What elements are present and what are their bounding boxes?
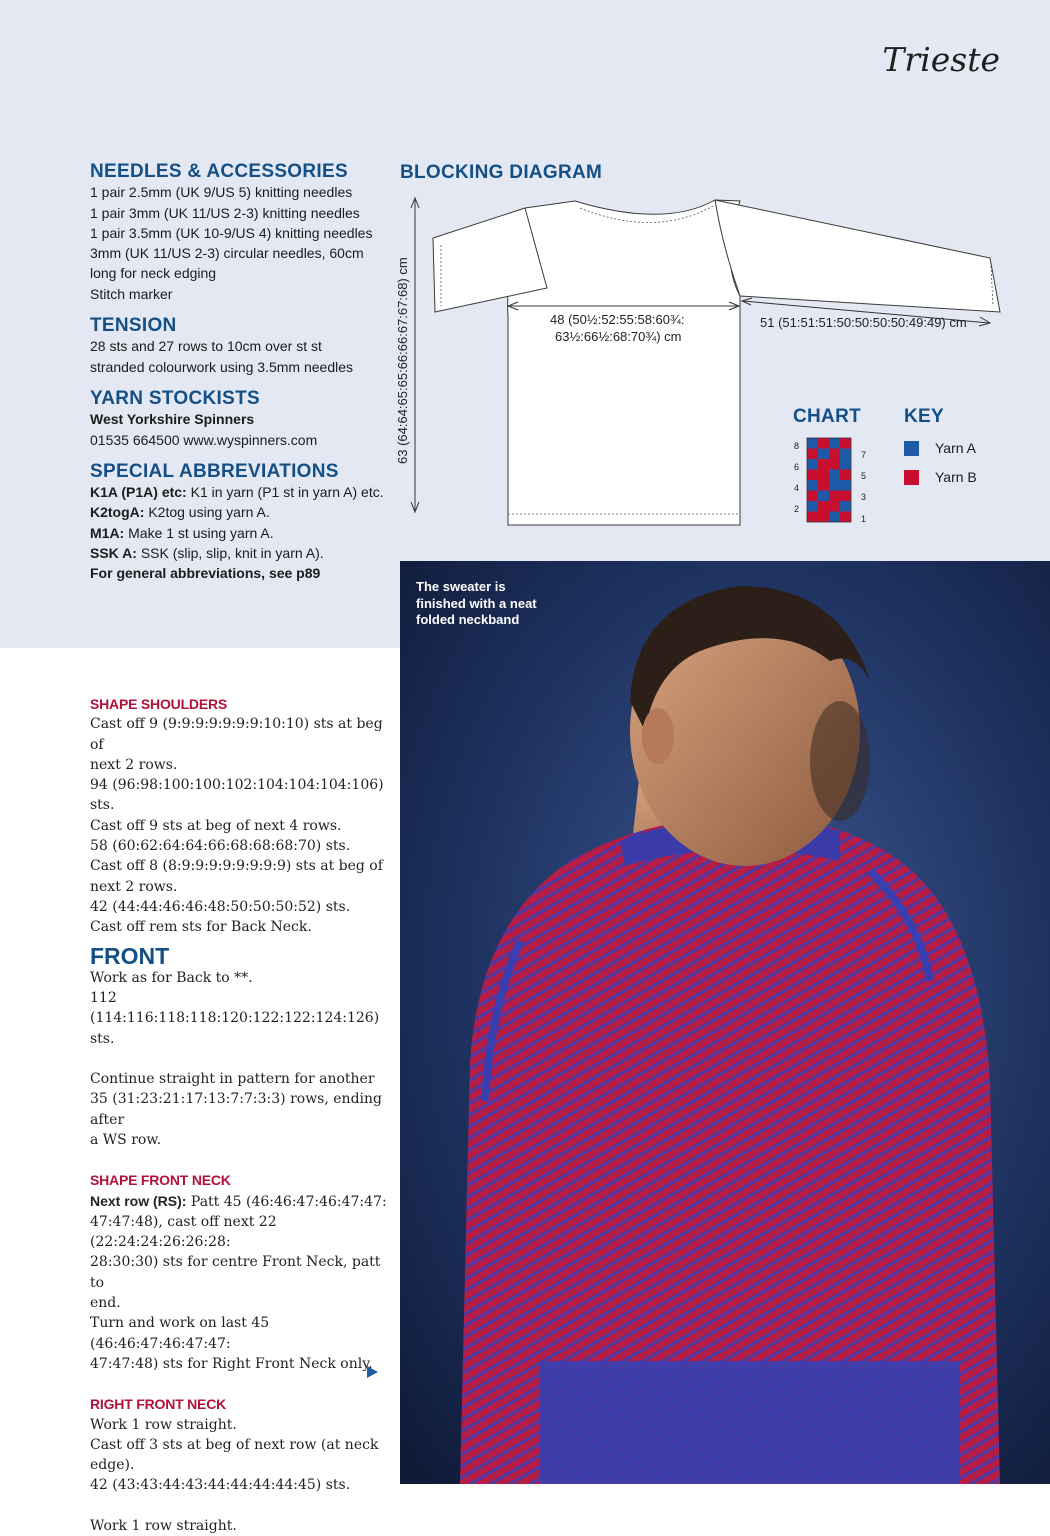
chart-row-number: 8: [794, 441, 800, 451]
instruction-line: 47:47:48) sts for Right Front Neck only.: [90, 1355, 373, 1372]
chart-cell: [840, 438, 851, 449]
needles-line: 1 pair 3.5mm (UK 10-9/US 4) knitting needles: [90, 224, 373, 241]
needles-line: 3mm (UK 11/US 2-3) circular needles, 60cm: [90, 245, 364, 262]
shape-front-neck-heading: SHAPE FRONT NECK: [90, 1172, 231, 1189]
chart-cell: [829, 470, 840, 481]
tension-line: 28 sts and 27 rows to 10cm over st st: [90, 338, 322, 355]
chart-cell: [818, 512, 829, 523]
instruction-line: Work 1 row straight.: [90, 1416, 237, 1433]
chart-row-number: 6: [794, 462, 800, 472]
tension-section: [90, 316, 390, 377]
instruction-line: Work 1 row straight.: [90, 1517, 237, 1534]
instruction-line: a WS row.: [90, 1131, 162, 1148]
instruction-line: Turn and work on last 45 (46:46:47:46:47:47:: [90, 1315, 270, 1352]
needles-line: 1 pair 3mm (UK 11/US 2-3) knitting needles: [90, 204, 360, 221]
instruction-line: next 2 rows.: [90, 878, 178, 895]
chart-cell: [840, 491, 851, 502]
chart-cell: [829, 449, 840, 460]
length-label: 63 (64:64:65:65:66:66:67:67:68) cm: [395, 257, 410, 464]
chart-cell: [807, 480, 818, 491]
instruction-line: 35 (31:23:21:17:13:7:7:3:3) rows, ending after: [90, 1091, 382, 1128]
instruction-line: 42 (44:44:46:46:48:50:50:50:52) sts.: [90, 898, 351, 915]
row-lead: Next row (RS):: [90, 1192, 187, 1209]
abbreviation-term: K1A (P1A) etc:: [90, 484, 187, 501]
stockists-section: [90, 389, 390, 450]
chart-cell: [829, 491, 840, 502]
instruction-line: 47:47:48), cast off next 22 (22:24:24:26:26:28:: [90, 1213, 277, 1251]
chart-cell: [807, 449, 818, 460]
chart-row-number: 5: [861, 471, 867, 481]
chart-cell: [840, 449, 851, 460]
chart-row-number: 4: [794, 483, 800, 493]
shape-shoulders-heading: SHAPE SHOULDERS: [90, 696, 228, 712]
abbreviation-term: SSK A:: [90, 545, 137, 562]
chart-cell: [840, 512, 851, 523]
tension-line: stranded colourwork using 3.5mm needles: [90, 358, 354, 375]
needles-line: long for neck edging: [90, 265, 217, 282]
abbreviation-item: [90, 502, 390, 522]
chart-cell: [818, 491, 829, 502]
instruction-line: Work as for Back to **.: [90, 969, 253, 986]
chart-grid: [807, 438, 851, 522]
chart-cell: [840, 470, 851, 481]
needles-line: Stitch marker: [90, 285, 173, 302]
key-label: Yarn B: [935, 469, 977, 485]
colourwork-chart: [785, 436, 885, 528]
abbreviation-def: K2tog using yarn A.: [144, 504, 270, 521]
instruction-line: [90, 1191, 390, 1212]
key-label: Yarn A: [935, 440, 976, 456]
pattern-title: Trieste: [882, 40, 1000, 79]
key-item-yarn-a: [904, 440, 976, 456]
abbreviation-item: [90, 523, 390, 543]
stockist-contact: 01535 664500 www.wyspinners.com: [90, 431, 318, 448]
instruction-line: next 2 rows.: [90, 756, 178, 773]
sleeve-label: 51 (51:51:51:50:50:50:50:49:49) cm: [760, 315, 967, 330]
chart-cell: [829, 480, 840, 491]
abbreviations-heading: SPECIAL ABBREVIATIONS: [90, 460, 339, 482]
chart-row-number: 2: [794, 504, 800, 514]
instruction-line: Cast off 3 sts at beg of next row (at neck: [90, 1436, 379, 1453]
instruction-line: edge).: [90, 1457, 135, 1474]
chart-cell: [807, 491, 818, 502]
chart-cell: [829, 438, 840, 449]
caption-line: finished with a neat: [416, 595, 537, 611]
chart-cell: [840, 480, 851, 491]
abbreviation-item: [90, 543, 390, 563]
instruction-line: 28:30:30) sts for centre Front Neck, patt to: [90, 1254, 381, 1291]
chart-cell: [818, 470, 829, 481]
yarn-b-swatch: [904, 470, 919, 485]
needles-line: 1 pair 2.5mm (UK 9/US 5) knitting needles: [90, 184, 353, 201]
tension-heading: TENSION: [90, 315, 177, 337]
instruction-line: 112 (114:116:118:118:120:122:122:124:126) sts.: [90, 990, 380, 1047]
caption-line: folded neckband: [416, 612, 520, 627]
photo-illustration: [400, 561, 1050, 1484]
abbreviation-def: Make 1 st using yarn A.: [124, 524, 274, 541]
abbreviations-section: [90, 462, 390, 584]
chart-cell: [818, 459, 829, 470]
general-abbreviations-note: For general abbreviations, see p89: [90, 565, 321, 582]
abbreviation-def: SSK (slip, slip, knit in yarn A).: [136, 545, 324, 562]
chart-heading: CHART: [793, 406, 861, 427]
abbreviation-def: K1 in yarn (P1 st in yarn A) etc.: [186, 484, 384, 501]
right-front-neck-heading: RIGHT FRONT NECK: [90, 1396, 227, 1413]
photo-caption: [416, 579, 556, 629]
chest-label-line2: 63½:66½:68:70¾) cm: [555, 329, 682, 344]
front-heading: FRONT: [90, 942, 170, 969]
needles-heading: NEEDLES & ACCESSORIES: [90, 161, 348, 182]
caption-line: The sweater is: [416, 579, 506, 594]
instruction-line: Cast off 9 sts at beg of next 4 rows.: [90, 817, 342, 834]
needles-section: [90, 162, 390, 304]
pattern-instructions: [90, 694, 390, 1536]
instruction-line: end.: [90, 1295, 121, 1312]
chart-cell: [807, 512, 818, 523]
chart-cell: [840, 459, 851, 470]
instruction-text: Patt 45 (46:46:47:46:47:47:: [186, 1193, 387, 1210]
model-photo: [400, 561, 1050, 1484]
chart-cell: [818, 480, 829, 491]
chart-cell: [818, 501, 829, 512]
chart-cell: [807, 459, 818, 470]
materials-column: [90, 162, 390, 596]
chart-cell: [807, 470, 818, 481]
blocking-heading: BLOCKING DIAGRAM: [400, 162, 603, 183]
chart-cell: [829, 501, 840, 512]
yarn-a-swatch: [904, 441, 919, 456]
instruction-line: Cast off rem sts for Back Neck.: [90, 919, 312, 936]
chart-row-number: 1: [861, 514, 867, 524]
chart-cell: [818, 449, 829, 460]
key-heading: KEY: [904, 406, 944, 427]
chart-cell: [840, 501, 851, 512]
abbreviation-term: K2togA:: [90, 504, 145, 521]
instruction-line: Continue straight in pattern for another: [90, 1071, 375, 1088]
instruction-line: 94 (96:98:100:100:102:104:104:104:106) sts.: [90, 777, 384, 814]
chart-cell: [807, 501, 818, 512]
instruction-line: 42 (43:43:44:43:44:44:44:44:45) sts.: [90, 1477, 351, 1494]
chart-cell: [829, 459, 840, 470]
length-arrow: [411, 198, 419, 512]
instruction-line: Cast off 8 (8:9:9:9:9:9:9:9:9) sts at beg of: [90, 858, 383, 875]
chart-cell: [818, 438, 829, 449]
stockist-name: West Yorkshire Spinners: [90, 411, 255, 428]
chest-label-line1: 48 (50½:52:55:58:60¾:: [550, 312, 685, 327]
key-item-yarn-b: [904, 469, 977, 485]
chart-cell: [807, 438, 818, 449]
instruction-line: Cast off 9 (9:9:9:9:9:9:9:10:10) sts at beg of: [90, 716, 383, 753]
stockists-heading: YARN STOCKISTS: [90, 387, 260, 409]
abbreviation-term: M1A:: [90, 524, 125, 541]
chart-cell: [829, 512, 840, 523]
chart-row-number: 7: [861, 450, 867, 460]
chart-row-number: 3: [861, 492, 867, 502]
instruction-line: 58 (60:62:64:64:66:68:68:68:70) sts.: [90, 838, 351, 855]
abbreviation-item: [90, 482, 390, 502]
continue-arrow-icon: [367, 1366, 378, 1378]
